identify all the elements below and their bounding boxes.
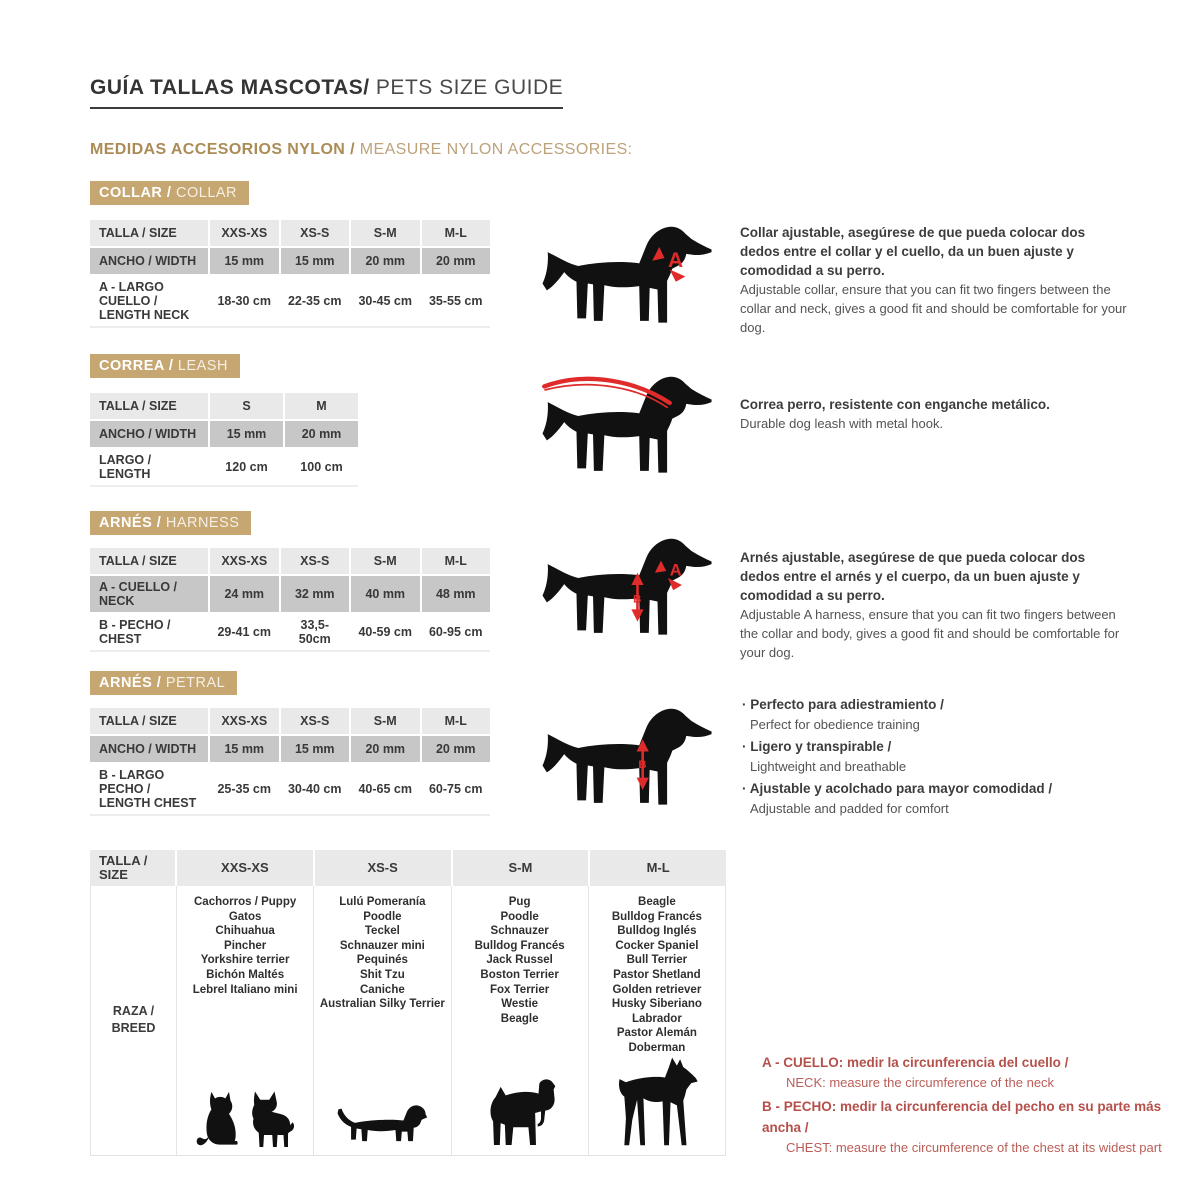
size-value: 60-75 cm xyxy=(422,764,491,814)
measure-note xyxy=(762,1052,1182,1093)
size-value: 120 cm xyxy=(210,449,283,485)
collar-description-en: Adjustable collar, ensure that you can fit two fingers between the collar and neck, gives a good fit and should be comfortable for your dog. xyxy=(740,282,1127,335)
badge-en: COLLAR xyxy=(176,185,238,201)
petral-section-badge xyxy=(90,671,237,695)
svg-text:A: A xyxy=(669,560,682,580)
badge-en: HARNESS xyxy=(165,515,240,531)
breed-animal-icons xyxy=(589,1056,725,1155)
breed-name: Poodle xyxy=(500,910,539,923)
size-value: 20 mm xyxy=(422,736,491,762)
breed-name: Pastor Alemán xyxy=(616,1027,697,1040)
breed-list xyxy=(452,895,588,1026)
label-en: Perfect for obedience training xyxy=(750,717,920,732)
breed-name: Cachorros / Puppy xyxy=(194,896,297,908)
breed-name: Bulldog Francés xyxy=(474,939,565,952)
breed-name: Westie xyxy=(501,998,539,1011)
label-es: · Ligero y transpirable / xyxy=(742,737,1137,757)
leash-section-badge xyxy=(90,354,240,378)
breed-name: Yorkshire terrier xyxy=(200,954,290,967)
breed-name: Labrador xyxy=(631,1012,682,1025)
size-value: 15 mm xyxy=(281,736,350,762)
breed-animal-icons xyxy=(452,1076,588,1155)
breed-name: Bichón Maltés xyxy=(206,968,285,981)
breed-name: Cocker Spaniel xyxy=(615,939,699,952)
size-value: 30-45 cm xyxy=(351,276,420,326)
size-row-label: A - CUELLO / NECK xyxy=(90,576,208,612)
breed-name: Husky Siberiano xyxy=(611,998,702,1011)
size-value: 15 mm xyxy=(210,248,279,274)
size-table-corner: TALLA / SIZE xyxy=(90,220,208,246)
breed-size-table xyxy=(90,850,726,1156)
leash-description-es: Correa perro, resistente con enganche metálico. xyxy=(740,397,1050,412)
dog-petral-b-icon xyxy=(538,694,723,816)
harness-description xyxy=(740,548,1128,662)
size-column-header: XS-S xyxy=(281,220,350,246)
badge-es: COLLAR / xyxy=(99,185,176,201)
badge-es: ARNÉS / xyxy=(99,675,166,691)
breed-column-xs-s xyxy=(313,886,450,1155)
size-row-label: B - LARGO PECHO / LENGTH CHEST xyxy=(90,764,208,814)
breed-name: Caniche xyxy=(360,983,405,996)
collar-description-es: Collar ajustable, asegúrese de que pueda colocar dos dedos entre el collar y el cuello, da un buen ajuste y comodidad a su perro. xyxy=(740,225,1086,278)
collar-section-badge xyxy=(90,181,249,205)
size-value: 100 cm xyxy=(285,449,358,485)
label-en: CHEST: measure the circumference of the chest at its widest part xyxy=(786,1140,1162,1155)
size-column-header: XS-S xyxy=(281,708,350,734)
page-title-es: GUÍA TALLAS MASCOTAS/ xyxy=(90,76,370,99)
breed-list xyxy=(589,895,725,1056)
breed-name: Bulldog Francés xyxy=(611,910,702,923)
breed-name: Pastor Shetland xyxy=(613,968,701,981)
petral-feature xyxy=(742,695,1137,735)
size-row-label: ANCHO / WIDTH xyxy=(90,421,208,447)
size-value: 40 mm xyxy=(351,576,420,612)
breed-size-header: S-M xyxy=(453,850,589,886)
size-value: 35-55 cm xyxy=(422,276,491,326)
size-column-header: S-M xyxy=(351,220,420,246)
size-row-label: B - PECHO / CHEST xyxy=(90,614,208,650)
breed-name: Poodle xyxy=(363,910,402,923)
breed-name: Golden retriever xyxy=(612,983,702,996)
breed-list xyxy=(177,895,313,997)
size-value: 20 mm xyxy=(422,248,491,274)
size-column-header: S-M xyxy=(351,708,420,734)
measure-notes xyxy=(762,1052,1182,1161)
dog-leash-icon xyxy=(538,362,723,484)
breed-size-header: XXS-XS xyxy=(177,850,313,886)
size-column-header: M-L xyxy=(422,548,491,574)
size-column-header: S-M xyxy=(351,548,420,574)
breed-name: Beagle xyxy=(500,1012,539,1025)
page-subtitle-es: MEDIDAS ACCESORIOS NYLON / xyxy=(90,141,360,158)
breed-name: Lulú Pomeranía xyxy=(339,896,426,908)
svg-text:A: A xyxy=(667,248,684,272)
leash-size-table xyxy=(90,393,358,487)
dachshund-icon xyxy=(336,1099,428,1150)
size-value: 33,5-50cm xyxy=(281,614,350,650)
size-row-label: A - LARGO CUELLO / LENGTH NECK xyxy=(90,276,208,326)
breed-column-s-m xyxy=(451,886,588,1155)
svg-text:B: B xyxy=(633,593,642,606)
breed-table-corner: TALLA / SIZE xyxy=(90,850,175,886)
breed-name: Lebrel Italiano mini xyxy=(192,983,298,996)
size-value: 20 mm xyxy=(351,248,420,274)
size-column-header: XS-S xyxy=(281,548,350,574)
breed-name: Pincher xyxy=(224,939,267,952)
page-subtitle xyxy=(90,141,633,159)
size-value: 24 mm xyxy=(210,576,279,612)
size-value: 48 mm xyxy=(422,576,491,612)
harness-description-es: Arnés ajustable, asegúrese de que pueda colocar dos dedos entre el arnés y el cuerpo, da un buen ajuste y comodidad a su perro. xyxy=(740,550,1086,603)
label-es: · Perfecto para adiestramiento / xyxy=(742,695,1137,715)
label-en: Lightweight and breathable xyxy=(750,759,907,774)
doberman-icon xyxy=(614,1056,700,1150)
size-value: 30-40 cm xyxy=(281,764,350,814)
breed-name: Bull Terrier xyxy=(626,954,688,967)
breed-name: Beagle xyxy=(638,896,676,908)
leash-description-en: Durable dog leash with metal hook. xyxy=(740,416,944,431)
size-value: 15 mm xyxy=(210,736,279,762)
label-en: Adjustable and padded for comfort xyxy=(750,801,949,816)
schnauzer-icon xyxy=(483,1076,557,1150)
breed-row-label: RAZA / BREED xyxy=(111,1004,156,1036)
harness-description-en: Adjustable A harness, ensure that you can fit two fingers between the collar and body, gives a good fit and should be comfortable for your dog. xyxy=(740,607,1120,660)
size-value: 18-30 cm xyxy=(210,276,279,326)
size-value: 20 mm xyxy=(285,421,358,447)
breed-table-body xyxy=(90,886,726,1156)
petral-feature xyxy=(742,779,1137,819)
breed-name: Schnauzer xyxy=(490,925,549,938)
chihuahua-icon xyxy=(245,1090,295,1150)
dog-harness-ab-icon xyxy=(538,524,723,646)
leash-description xyxy=(740,395,1128,433)
label-en: NECK: measure the circumference of the neck xyxy=(786,1075,1055,1090)
collar-description xyxy=(740,223,1128,337)
size-row-label: ANCHO / WIDTH xyxy=(90,736,208,762)
measure-note xyxy=(762,1096,1182,1158)
breed-name: Doberman xyxy=(628,1041,686,1054)
breed-name: Pequinés xyxy=(356,954,408,967)
size-value: 40-65 cm xyxy=(351,764,420,814)
breed-name: Bulldog Inglés xyxy=(617,925,697,938)
size-value: 25-35 cm xyxy=(210,764,279,814)
size-column-header: M-L xyxy=(422,220,491,246)
size-row-label: LARGO / LENGTH xyxy=(90,449,208,485)
harness-size-table xyxy=(90,548,490,652)
breed-name: Fox Terrier xyxy=(490,983,550,996)
petral-feature-list xyxy=(742,695,1137,821)
size-column-header: XXS-XS xyxy=(210,220,279,246)
breed-animal-icons xyxy=(314,1099,450,1155)
size-column-header: M-L xyxy=(422,708,491,734)
page-title-en: PETS SIZE GUIDE xyxy=(369,76,564,99)
page-subtitle-en: MEASURE NYLON ACCESSORIES: xyxy=(359,141,633,158)
size-value: 32 mm xyxy=(281,576,350,612)
breed-name: Australian Silky Terrier xyxy=(319,998,445,1011)
breed-animal-icons xyxy=(177,1088,313,1155)
dog-collar-a-icon xyxy=(538,212,723,334)
label-es: A - CUELLO: medir la circunferencia del cuello / xyxy=(762,1055,1069,1070)
page-title xyxy=(90,76,563,109)
breed-name: Pug xyxy=(508,896,531,908)
size-column-header: M xyxy=(285,393,358,419)
size-column-header: XXS-XS xyxy=(210,708,279,734)
size-column-header: XXS-XS xyxy=(210,548,279,574)
size-table-corner: TALLA / SIZE xyxy=(90,393,208,419)
breed-column-xxs-xs xyxy=(176,886,313,1155)
breed-name: Teckel xyxy=(364,925,400,938)
breed-name: Jack Russel xyxy=(486,954,553,967)
label-es: B - PECHO: medir la circunferencia del pecho en su parte más ancha / xyxy=(762,1099,1162,1135)
breed-list xyxy=(314,895,450,1012)
size-value: 20 mm xyxy=(351,736,420,762)
cat-icon xyxy=(196,1088,240,1150)
size-column-header: S xyxy=(210,393,283,419)
size-value: 40-59 cm xyxy=(351,614,420,650)
breed-name: Chihuahua xyxy=(215,925,275,938)
size-value: 29-41 cm xyxy=(210,614,279,650)
badge-en: LEASH xyxy=(177,358,228,374)
breed-name: Gatos xyxy=(228,910,262,923)
size-table-corner: TALLA / SIZE xyxy=(90,548,208,574)
size-row-label: ANCHO / WIDTH xyxy=(90,248,208,274)
svg-text:B: B xyxy=(638,759,647,772)
size-table-corner: TALLA / SIZE xyxy=(90,708,208,734)
breed-name: Schnauzer mini xyxy=(339,939,425,952)
harness-section-badge xyxy=(90,511,251,535)
size-value: 22-35 cm xyxy=(281,276,350,326)
badge-es: ARNÉS / xyxy=(99,515,166,531)
breed-table-header xyxy=(90,850,726,886)
breed-size-header: XS-S xyxy=(315,850,451,886)
breed-column-m-l xyxy=(588,886,725,1155)
petral-feature xyxy=(742,737,1137,777)
collar-size-table xyxy=(90,220,490,328)
size-value: 15 mm xyxy=(281,248,350,274)
breed-name: Shit Tzu xyxy=(360,968,405,981)
petral-size-table xyxy=(90,708,490,816)
size-value: 15 mm xyxy=(210,421,283,447)
breed-size-header: M-L xyxy=(590,850,726,886)
size-value: 60-95 cm xyxy=(422,614,491,650)
label-es: · Ajustable y acolchado para mayor comodidad / xyxy=(742,779,1137,799)
badge-en: PETRAL xyxy=(165,675,226,691)
badge-es: CORREA / xyxy=(99,358,178,374)
breed-name: Boston Terrier xyxy=(480,968,559,981)
